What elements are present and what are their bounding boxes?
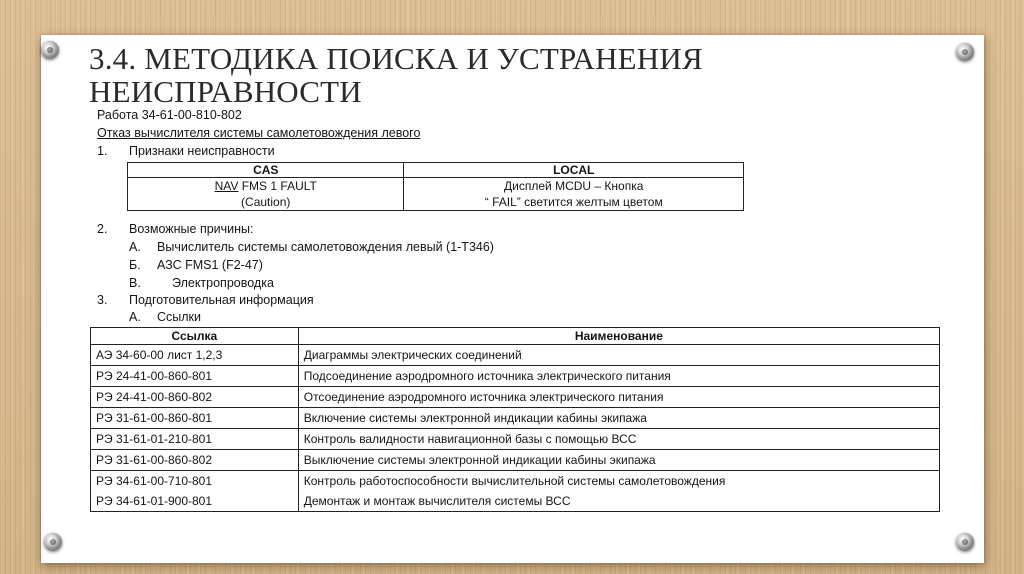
ref-cell: РЭ 31-61-00-860-802 [91,450,299,471]
section-label: Подготовительная информация [129,293,314,307]
name-cell: Включение системы электронной индикации кабины экипажа [298,408,939,429]
name-cell: Демонтаж и монтаж вычислителя системы ВСС [298,491,939,512]
list-item: Электропроводка [172,276,274,290]
nav-label: NAV [214,179,239,193]
table-row [91,408,940,429]
list-item: Вычислитель системы самолетовождения левый (1-Т346) [157,240,494,254]
table-cell: Дисплей MCDU – Кнопка [404,178,744,195]
table-cell: (Caution) [128,194,404,211]
table-row [91,429,940,450]
section-label: Возможные причины: [129,222,254,236]
table-cell [128,178,404,195]
name-cell: Подсоединение аэродромного источника электрического питания [298,366,939,387]
column-header: LOCAL [404,163,744,178]
section-number: 3. [97,293,108,307]
slide-title-line: НЕИСПРАВНОСТИ [89,74,362,109]
table-row [91,387,940,408]
name-cell: Контроль работоспособности вычислительной системы самолетовождения [298,471,939,492]
work-number: Работа 34-61-00-810-802 [97,108,242,122]
symptoms-table [127,162,744,211]
name-cell: Контроль валидности навигационной базы с помощью ВСС [298,429,939,450]
ref-cell: РЭ 31-61-00-860-801 [91,408,299,429]
ref-cell: АЭ 34-60-00 лист 1,2,3 [91,345,299,366]
slide-title-line: 3.4. МЕТОДИКА ПОИСКА И УСТРАНЕНИЯ [89,41,703,76]
references-table [90,327,940,512]
table-row [91,345,940,366]
name-cell: Отсоединение аэродромного источника электрического питания [298,387,939,408]
table-row [91,491,940,512]
table-row [91,471,940,492]
table-cell: “ FAIL” светится желтым цветом [404,194,744,211]
ref-cell: РЭ 34-61-00-710-801 [91,471,299,492]
list-item-letter: Б. [129,258,141,272]
ref-cell: РЭ 34-61-01-900-801 [91,491,299,512]
table-row [91,366,940,387]
list-item-letter: В. [129,276,141,290]
doc-heading: Отказ вычислителя системы самолетовождения левого [97,126,421,140]
table-row [91,450,940,471]
fault-label: FMS 1 FAULT [238,179,317,193]
name-cell: Выключение системы электронной индикации кабины экипажа [298,450,939,471]
column-header: Ссылка [91,328,299,345]
list-item-letter: А. [129,310,141,324]
column-header: CAS [128,163,404,178]
ref-cell: РЭ 24-41-00-860-801 [91,366,299,387]
list-item: Ссылки [157,310,202,324]
list-item: АЗС FMS1 (F2-47) [157,258,263,272]
list-item-letter: А. [129,240,141,254]
column-header: Наименование [298,328,939,345]
ref-cell: РЭ 24-41-00-860-802 [91,387,299,408]
name-cell: Диаграммы электрических соединений [298,345,939,366]
section-label: Признаки неисправности [129,144,275,158]
section-number: 1. [97,144,108,158]
ref-cell: РЭ 31-61-01-210-801 [91,429,299,450]
section-number: 2. [97,222,108,236]
